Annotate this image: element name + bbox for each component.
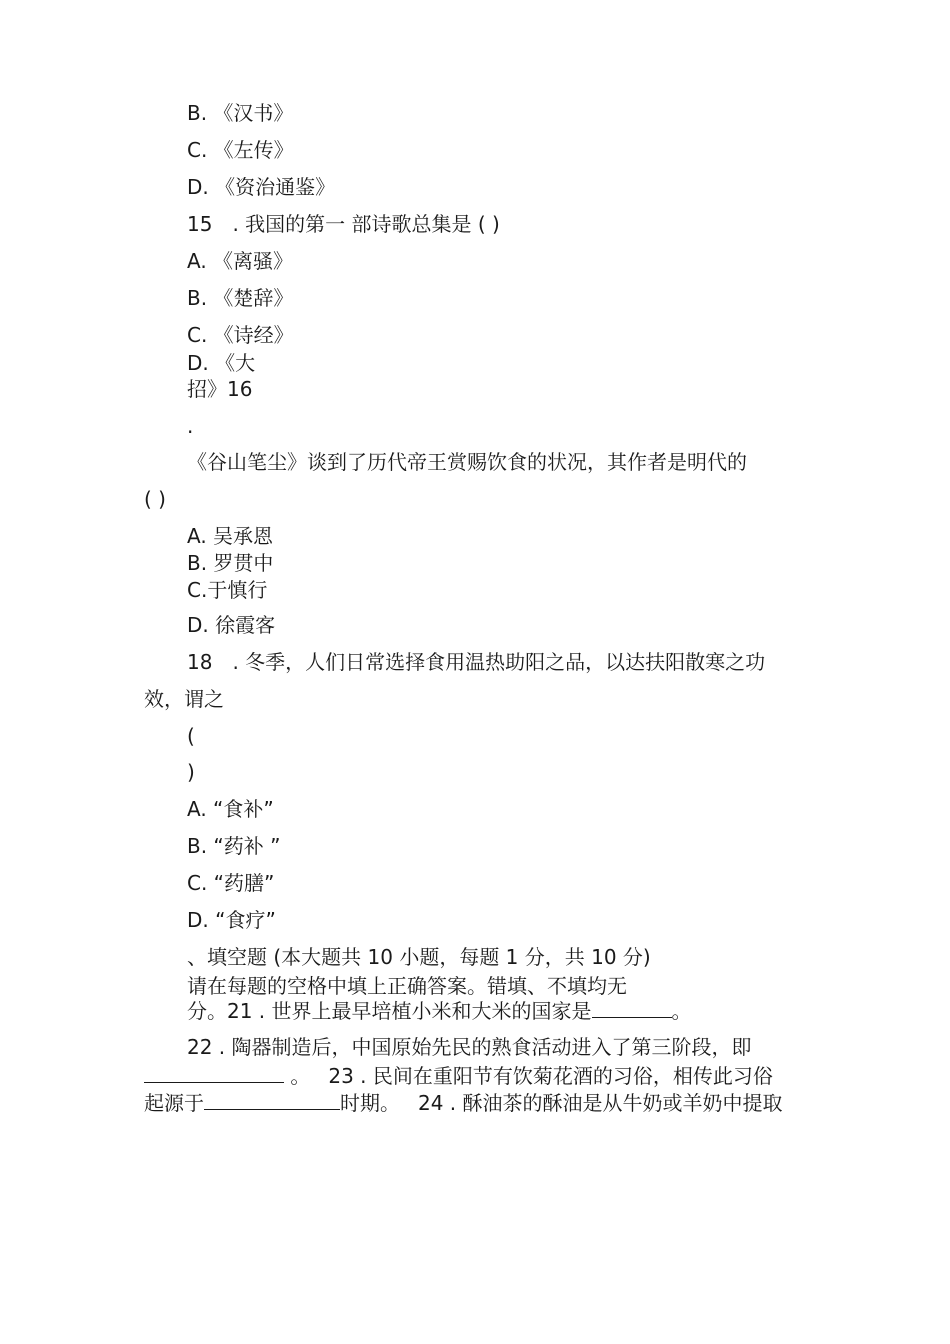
q18-stem-cont: 效，谓之 — [144, 687, 224, 711]
q16-option-b: B. 罗贯中 — [187, 551, 274, 575]
q18-stem: 18 . 冬季，人们日常选择食用温热助阳之品，以达扶阳散寒之功 — [187, 650, 766, 674]
q15-option-a: A. 《离骚》 — [187, 249, 294, 273]
q23-q24-line — [144, 1090, 783, 1116]
q23-text: 23 . 民间在重阳节有饮菊花酒的习俗，相传此习俗 — [328, 1064, 773, 1088]
q22-answer-blank[interactable] — [144, 1064, 284, 1083]
q15-option-c: C. 《诗经》 — [187, 323, 294, 347]
q18-paren-close: ) — [187, 760, 195, 784]
section-instruction: 请在每题的空格中填上正确答案。错填、不填均无 — [187, 974, 627, 998]
q18-option-d: D. “食疗” — [187, 908, 276, 932]
q21-line — [187, 998, 692, 1024]
q15-stem: 15 . 我国的第一 部诗歌总集是 ( ) — [187, 212, 500, 236]
q22-q23-line — [144, 1063, 773, 1089]
q18-paren-open: ( — [187, 724, 195, 748]
q23-answer-blank[interactable] — [204, 1091, 340, 1110]
q14-option-b: B. 《汉书》 — [187, 101, 294, 125]
q16-option-c: C.于慎行 — [187, 578, 268, 602]
q18-option-b: B. “药补 ” — [187, 834, 281, 858]
q16-option-a: A. 吴承恩 — [187, 524, 274, 548]
section-heading: 、填空题 (本大题共 10 小题，每题 1 分，共 10 分) — [187, 945, 651, 969]
q18-option-c: C. “药膳” — [187, 871, 275, 895]
q24-text: 24 . 酥油茶的酥油是从牛奶或羊奶中提取 — [418, 1091, 783, 1115]
q23-prefix: 起源于 — [144, 1091, 204, 1115]
q16-option-d: D. 徐霞客 — [187, 613, 276, 637]
q15-option-d-cont: 招》16 — [187, 377, 253, 401]
q21-suffix: 。 — [671, 999, 692, 1023]
q15-option-b: B. 《楚辞》 — [187, 286, 294, 310]
q16-paren: ( ) — [144, 487, 166, 511]
q14-option-c: C. 《左传》 — [187, 138, 294, 162]
q23-suffix: 时期。 — [340, 1091, 400, 1115]
q16-number-dot: . — [187, 414, 194, 438]
q22-text: 22 . 陶器制造后，中国原始先民的熟食活动进入了第三阶段，即 — [187, 1035, 752, 1059]
q21-answer-blank[interactable] — [592, 999, 672, 1018]
q15-option-d: D. 《大 — [187, 351, 256, 375]
q22-suffix: 。 — [284, 1064, 311, 1088]
q21-text: 分。21 . 世界上最早培植小米和大米的国家是 — [187, 999, 592, 1023]
q18-option-a: A. “食补” — [187, 797, 274, 821]
q16-stem: 《谷山笔尘》谈到了历代帝王赏赐饮食的状况，其作者是明代的 — [187, 450, 747, 474]
q14-option-d: D. 《资治通鉴》 — [187, 175, 336, 199]
